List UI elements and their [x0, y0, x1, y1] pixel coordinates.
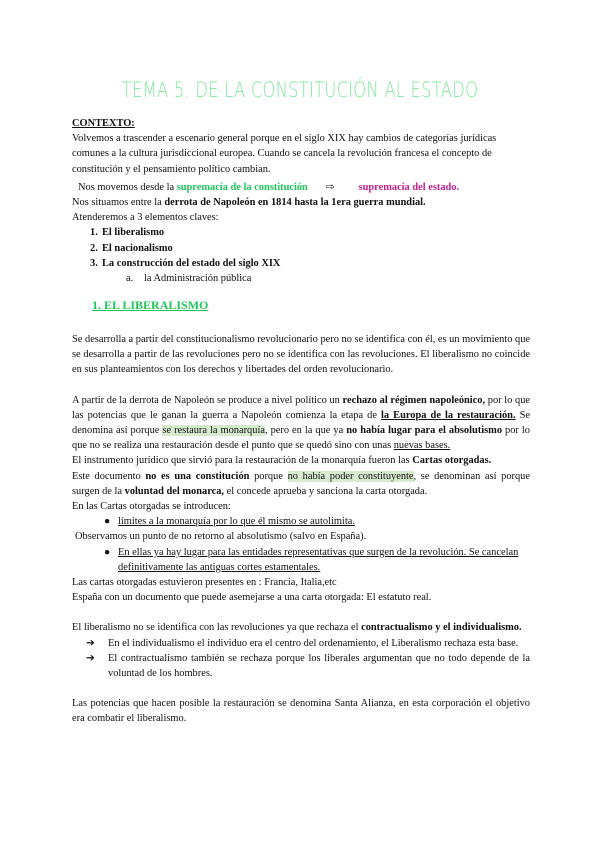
bullet-icon: ● — [104, 516, 111, 528]
supremacy-state: supremacía del estado. — [358, 181, 460, 193]
paragraph: Se desarrolla a partir del constitucionalismo revolucionario pero no se identifica con él, es un movimiento que se desarrolla a partir de las revoluciones pero no se identifica con las revoluciones. El liberalismo no coincide en sus planteamientos con los derechos y libertades del orden revolucionario. — [72, 334, 530, 376]
section-heading-liberalismo: 1. EL LIBERALISMO — [92, 298, 209, 312]
list-item: 1. El liberalismo — [90, 227, 165, 239]
paragraph: El liberalismo no se identifica con las revoluciones ya que rechaza el contractualismo y el individualismo. — [72, 622, 522, 634]
attend-line: Atenderemos a 3 elementos claves: — [72, 212, 219, 224]
highlight: se restaura la monarquía — [162, 425, 265, 437]
move-line: Nos movemos desde la supremacía de la constitución ⇨ supremacía del estado. — [78, 181, 460, 193]
page-title: TEMA 5. DE LA CONSTITUCIÓN AL ESTADO — [121, 78, 479, 102]
paragraph: A partir de la derrota de Napoleón se produce a nivel político un rechazo al régimen napoleónico, por lo que las potencias que le ganan la guerra a Napoleón comienza la etapa de la Europa de la restauración. Se denomina así porque se restaura la monarquía, pero en la que ya no había lugar para el absolutismo por lo que no se realiza una restauración desde el punto que se quedó sino con unas nuevas bases. — [72, 394, 531, 452]
bullet-item: ● límites a la monarquía por lo que él mismo se autolimita. — [72, 514, 530, 529]
paragraph: Observamos un punto de no retorno al absolutismo (salvo en España). — [75, 531, 367, 543]
context-heading: CONTEXTO: — [72, 118, 135, 129]
supremacy-constitution: supremacía de la constitución — [176, 181, 308, 193]
paragraph: Las potencias que hacen posible la restauración se denomina Santa Alianza, en esta corporación el objetivo era combatir el liberalismo. — [72, 698, 530, 725]
context-paragraph: Volvemos a trascender a escenario general porque en el siglo XIX hay cambios de categorías jurídicas comunes a la cultura jurisdiccional europea. Cuando se cancela la revolución francesa el concepto de constitución y el pensamiento político cambian. — [72, 133, 497, 175]
paragraph: España con un documento que puede asemejarse a una carta otorgada: El estatuto real. — [72, 592, 432, 604]
right-arrow-icon: ⇨ — [325, 181, 335, 193]
context-block — [72, 116, 530, 286]
paragraph: El instrumento jurídico que sirvió para la restauración de la monarquía fueron las Cartas otorgadas. — [72, 455, 492, 467]
bullet-icon: ● — [104, 546, 111, 558]
sub-list-item: a. la Administración pública — [126, 273, 252, 285]
list-item: 2. El nacionalismo — [90, 242, 173, 254]
arrow-icon: ➔ — [86, 652, 95, 664]
paragraph: Este documento no es una constitución porque no había poder constituyente, se denominan así porque surgen de la voluntad del monarca, el concede aprueba y sanciona la carta otorgada. — [72, 470, 530, 497]
arrow-item: ➔ El contractualismo también se rechaza porque los liberales argumentan que no todo depende de la voluntad de los hombres. — [86, 652, 530, 680]
between-line: Nos situamos entre la derrota de Napoleón en 1814 hasta la 1era guerra mundial. — [72, 197, 426, 209]
list-item: 3. La construcción del estado del siglo XIX — [90, 257, 281, 269]
section1-block — [72, 332, 530, 727]
arrow-icon: ➔ — [86, 637, 95, 649]
highlight: no había poder constituyente — [287, 470, 414, 482]
paragraph: En las Cartas otorgadas se introducen: — [72, 501, 231, 513]
arrow-item: ➔ En el individualismo el individuo era el centro del ordenamiento, el Liberalismo rechaza esta base. — [72, 636, 530, 651]
paragraph: Las cartas otorgadas estuvieron presentes en : Francia, Italia,etc — [72, 577, 337, 589]
bullet-item: ● En ellas ya hay lugar para las entidades representativas que surgen de la revolución. Se cancelan definitivamente las antiguas cortes estamentales. — [104, 546, 519, 573]
